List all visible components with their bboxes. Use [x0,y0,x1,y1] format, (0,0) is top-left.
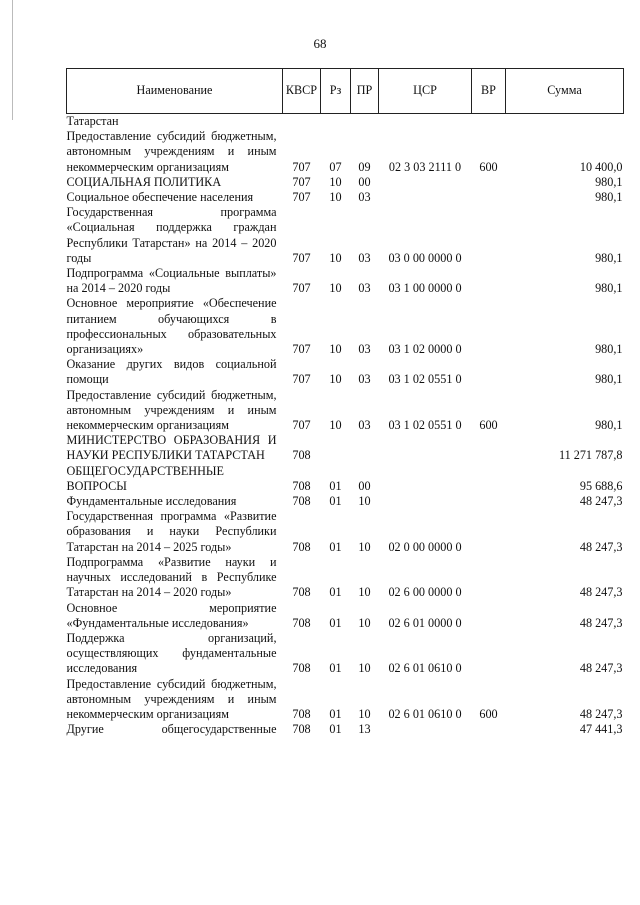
row-csr [379,494,472,509]
row-sum [506,114,624,130]
row-rz: 10 [329,342,342,357]
row-pr [351,433,379,463]
header-kvsr: КВСР [283,69,321,114]
row-sum: 95 688,6 [579,478,623,493]
row-kvsr [283,114,321,130]
row-name: Основное мероприятие «Фундаментальные исследования» [66,600,277,630]
row-pr: 00 [358,174,371,189]
table-row [67,631,624,677]
row-rz: 01 [329,615,342,630]
row-pr: 03 [358,281,371,296]
row-pr: 03 [358,342,371,357]
row-kvsr: 707 [292,372,311,387]
row-csr: 02 6 01 0610 0 [388,706,462,721]
row-pr: 10 [358,585,371,600]
row-csr [379,722,472,737]
table-row [67,555,624,601]
row-csr: 02 6 00 0000 0 [388,585,462,600]
row-pr: 03 [358,250,371,265]
row-csr [379,190,472,205]
row-kvsr: 707 [292,174,311,189]
row-name: Государственная программа «Развитие образования и науки Республики Татарстан на 2014 – 2025 годы» [66,509,277,554]
row-rz: 01 [329,539,342,554]
row-kvsr: 708 [292,722,311,737]
row-vr [472,357,506,387]
row-csr: 03 1 02 0000 0 [388,342,462,357]
row-sum: 980,1 [595,174,623,189]
row-pr: 03 [358,418,371,433]
row-csr [379,114,472,130]
row-rz: 01 [329,494,342,509]
row-name: Предоставление субсидий бюджетным, автономным учреждениям и иным некоммерческим организациям [66,676,277,721]
header-row [67,69,624,114]
table-row [67,296,624,357]
row-rz: 10 [329,418,342,433]
row-kvsr: 707 [292,281,311,296]
table-row [67,601,624,631]
row-vr [472,631,506,677]
row-vr: 600 [479,159,498,174]
row-vr: 600 [479,418,498,433]
row-name: Поддержка организаций, осуществляющих фундаментальные исследования [66,630,277,676]
table-row [67,677,624,723]
row-vr [472,266,506,296]
row-vr [472,555,506,601]
row-csr: 03 1 02 0551 0 [388,418,462,433]
row-rz: 10 [329,281,342,296]
row-rz: 10 [329,372,342,387]
row-sum: 980,1 [595,250,623,265]
row-kvsr: 707 [292,159,311,174]
row-kvsr: 707 [292,342,311,357]
row-pr: 10 [358,661,371,676]
row-name: Татарстан [66,114,119,128]
header-vr: ВР [472,69,506,114]
row-sum: 980,1 [595,190,623,205]
row-rz: 10 [329,190,342,205]
table-row [67,205,624,266]
row-sum: 47 441,3 [579,722,623,737]
row-name: МИНИСТЕРСТВО ОБРАЗОВАНИЯ И НАУКИ РЕСПУБЛИКИ ТАТАРСТАН [66,433,277,463]
table-row [67,464,624,494]
row-pr: 10 [358,494,371,509]
row-rz [321,114,351,130]
table-row [67,175,624,190]
row-rz: 10 [329,250,342,265]
row-kvsr: 708 [292,478,311,493]
row-pr: 03 [358,190,371,205]
row-kvsr: 708 [292,494,311,509]
row-sum: 980,1 [595,342,623,357]
row-name: Социальное обеспечение населения [66,190,254,205]
row-vr [472,205,506,266]
row-vr [472,601,506,631]
budget-table [66,68,624,737]
row-csr [379,464,472,494]
row-vr [472,494,506,509]
row-kvsr: 707 [292,418,311,433]
row-name: Другие общегосударственные [66,722,277,737]
row-pr: 13 [358,722,371,737]
row-csr: 03 1 02 0551 0 [388,372,462,387]
row-kvsr: 708 [292,615,311,630]
row-kvsr: 708 [292,539,311,554]
row-name: Подпрограмма «Социальные выплаты» на 2014 – 2020 годы [66,266,277,296]
row-name: Основное мероприятие «Обеспечение питанием обучающихся в профессиональных образовательных организациях» [66,296,277,357]
row-name: ОБЩЕГОСУДАРСТВЕННЫЕ ВОПРОСЫ [66,463,224,493]
row-rz [321,433,351,463]
row-csr [379,433,472,463]
row-vr: 600 [479,706,498,721]
row-csr: 02 0 00 0000 0 [388,539,462,554]
table-row [67,129,624,175]
margin-rule [12,0,13,120]
row-sum: 48 247,3 [579,494,623,509]
table-row [67,388,624,434]
row-sum: 48 247,3 [579,539,623,554]
table-row [67,190,624,205]
row-rz: 07 [329,159,342,174]
row-name: Фундаментальные исследования [66,494,237,509]
row-kvsr: 707 [292,250,311,265]
row-rz: 01 [329,706,342,721]
table-row [67,494,624,509]
row-pr [351,114,379,130]
row-vr [472,114,506,130]
row-vr [472,433,506,463]
table-row [67,722,624,737]
row-sum: 48 247,3 [579,615,623,630]
row-csr: 02 6 01 0000 0 [388,615,462,630]
row-vr [472,296,506,357]
row-csr [379,175,472,190]
table-row [67,433,624,463]
page-number: 68 [313,36,327,51]
row-rz: 10 [329,174,342,189]
header-sum: Сумма [506,69,624,114]
row-rz: 01 [329,585,342,600]
row-pr: 10 [358,615,371,630]
row-name: Государственная программа «Социальная поддержка граждан Республики Татарстан» на 2014 – 2020 годы [66,205,277,265]
row-csr: 03 1 00 0000 0 [388,281,462,296]
row-name: Предоставление субсидий бюджетным, автономным учреждениям и иным некоммерческим организациям [66,387,277,433]
row-vr [472,175,506,190]
row-sum: 48 247,3 [579,585,623,600]
row-sum: 11 271 787,8 [558,448,623,463]
row-rz: 01 [329,722,342,737]
row-kvsr: 708 [292,448,311,463]
header-csr: ЦСР [379,69,472,114]
row-csr: 02 6 01 0610 0 [388,661,462,676]
row-name: СОЦИАЛЬНАЯ ПОЛИТИКА [66,174,222,189]
row-name: Подпрограмма «Развитие науки и научных исследований в Республике Татарстан на 2014 – 2020 годы» [66,554,277,600]
row-vr [472,722,506,737]
header-name: Наименование [67,69,283,114]
row-kvsr: 708 [292,585,311,600]
header-pr: ПР [351,69,379,114]
row-pr: 00 [358,478,371,493]
row-sum: 980,1 [595,372,623,387]
row-sum: 48 247,3 [579,661,623,676]
row-rz: 01 [329,478,342,493]
row-pr: 10 [358,539,371,554]
table-row [67,357,624,387]
row-sum: 10 400,0 [579,159,623,174]
row-vr [472,509,506,555]
header-rz: Рз [321,69,351,114]
row-csr: 03 0 00 0000 0 [388,250,462,265]
row-kvsr: 708 [292,706,311,721]
row-kvsr: 707 [292,190,311,205]
row-vr [472,464,506,494]
row-sum: 48 247,3 [579,706,623,721]
row-rz: 01 [329,661,342,676]
row-kvsr: 708 [292,661,311,676]
table-row [67,114,624,130]
row-csr: 02 3 03 2111 0 [388,159,462,174]
row-name: Предоставление субсидий бюджетным, автономным учреждениям и иным некоммерческим организациям [66,129,277,174]
row-sum: 980,1 [595,281,623,296]
row-pr: 09 [358,159,371,174]
row-name: Оказание других видов социальной помощи [66,357,277,387]
row-sum: 980,1 [595,418,623,433]
table-row [67,509,624,555]
table-row [67,266,624,296]
row-pr: 03 [358,372,371,387]
row-pr: 10 [358,706,371,721]
row-vr [472,190,506,205]
